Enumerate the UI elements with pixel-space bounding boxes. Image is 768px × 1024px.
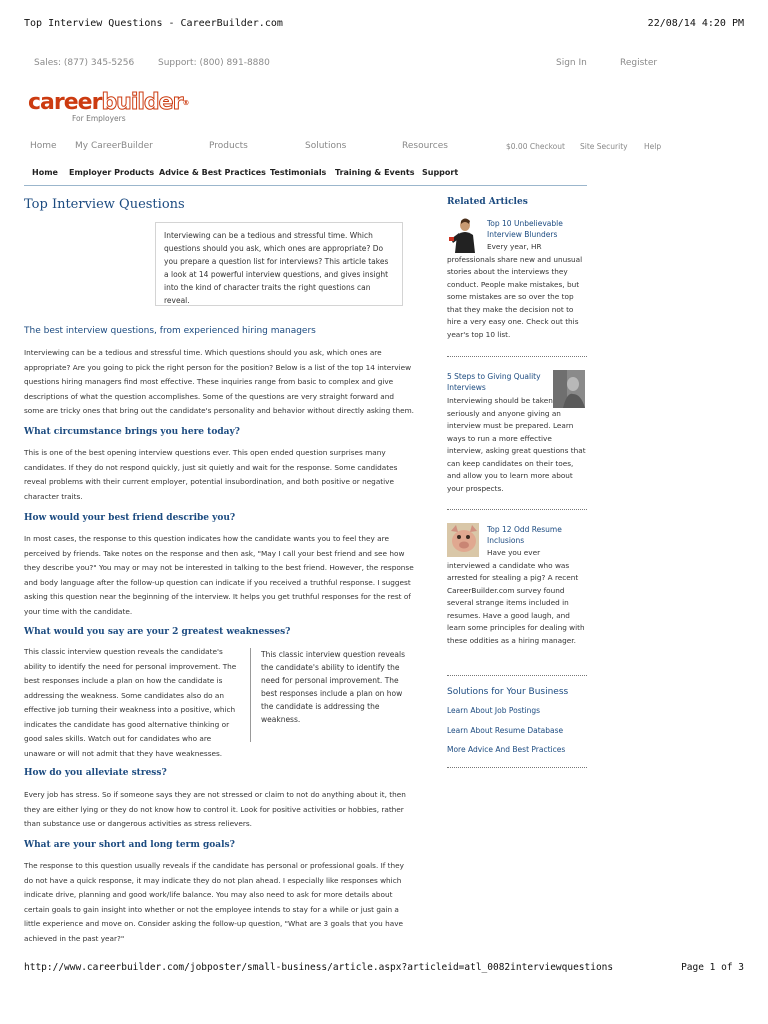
- print-footer: [24, 962, 744, 976]
- main-nav-help[interactable]: Help: [644, 142, 662, 151]
- sub-nav: [24, 160, 587, 186]
- main-nav-home[interactable]: Home: [30, 141, 57, 151]
- related-article-body: professionals share new and unusual stories about the interviews they conduct. People make mistakes, but some mistakes are so over the top that they make the decision not to hire a very easy one. Check out this year's top 10 list.: [447, 254, 583, 339]
- related-article-lead: Every year, HR: [487, 242, 542, 251]
- sidebar-divider: [447, 767, 587, 768]
- solutions-title: Solutions for Your Business: [447, 687, 569, 697]
- top-utility-bar: [34, 58, 728, 70]
- logo-builder-text: builder: [101, 90, 183, 115]
- sidebar-divider: [447, 509, 587, 510]
- related-article-title-link[interactable]: Top 10 Unbelievable Interview Blunders: [487, 219, 563, 239]
- sub-nav-training-events[interactable]: Training & Events: [335, 168, 415, 177]
- main-nav-my-careerbuilder[interactable]: My CareerBuilder: [75, 141, 153, 151]
- sub-nav-support[interactable]: Support: [422, 168, 459, 177]
- related-article-lead: Have you ever: [487, 548, 541, 557]
- sales-phone: Sales: (877) 345-5256: [34, 58, 135, 68]
- question-heading: What would you say are your 2 greatest weaknesses?: [24, 627, 291, 637]
- related-article-title-link[interactable]: Top 12 Odd Resume Inclusions: [487, 525, 562, 545]
- more-advice-link[interactable]: More Advice And Best Practices: [447, 745, 566, 754]
- main-nav: [30, 141, 670, 153]
- logo-tagline: For Employers: [72, 114, 126, 123]
- learn-job-postings-link[interactable]: Learn About Job Postings: [447, 706, 541, 715]
- answer-paragraph: In most cases, the response to this question indicates how the candidate wants you to feel they are perceived by friends. Take notes on the response and then ask, "May I call your best friend and see how they describe you?" You may or may not be interested in talking to the best friend. However, the response and body language after the follow-up question can indicate if you received a truthful response. I suggest asking this question near the beginning of the interview. It helps you get truthful responses for the rest of your time with the candidate.: [24, 534, 414, 616]
- answer-paragraph: Every job has stress. So if someone says they are not stressed or claim to not do anything about it, then they are either lying or they do not know how to control it. Look for positive activities or hobbies, rather than substance use or dangerous activities as stress relievers.: [24, 790, 406, 828]
- sign-in-link[interactable]: Sign In: [556, 58, 587, 68]
- pull-quote: This classic interview question reveals the candidate's ability to identify the need for personal improvement. The best responses include a plan on how the candidate is addressing the weakness.: [250, 648, 410, 742]
- related-articles-title: Related Articles: [447, 197, 528, 207]
- sub-nav-home[interactable]: Home: [32, 168, 58, 177]
- question-heading: How would your best friend describe you?: [24, 513, 236, 523]
- sub-nav-testimonials[interactable]: Testimonials: [270, 168, 327, 177]
- main-nav-resources[interactable]: Resources: [402, 141, 448, 151]
- related-article-summary: Interviewing should be taken seriously and anyone giving an interview must be prepared. Learn ways to run a more effective interview, asking great questions that can keep candidates on their toes, and allow you to learn more about your prospects.: [447, 396, 586, 493]
- main-nav-solutions[interactable]: Solutions: [305, 141, 347, 151]
- answer-paragraph: This is one of the best opening interview questions ever. This open ended question surprises many candidates. If they do not respond quickly, just sit quietly and wait for the response. Some candidates reveal problems with their current employer, potential insubordination, and both positive or negative character traits.: [24, 448, 398, 501]
- related-article-summary: [447, 547, 587, 647]
- logo-registered-mark: ®: [182, 99, 189, 107]
- support-phone: Support: (800) 891-8880: [158, 58, 270, 68]
- main-nav-checkout[interactable]: $0.00 Checkout: [506, 142, 565, 151]
- print-page-number: Page 1 of 3: [681, 962, 744, 973]
- article-intro: Interviewing can be a tedious and stressful time. Which questions should you ask, which ones are appropriate? Are you going to pick the right person for the position? Below is a list of the top 14 interview questions hiring managers find most effective. These inquiries range from basic to complex and give descriptions of what the question accomplishes. Some of the questions are very straight forward and some are tricky ones that bring out the candidate's personality and behavior without directly asking them.: [24, 348, 415, 415]
- article-summary-box: Interviewing can be a tedious and stressful time. Which questions should you ask, which ones are appropriate? Do you prepare a question list for interviews? This article takes a look at 14 powerful interview questions, and gives insight into the kind of character traits the right questions can reveal.: [155, 222, 403, 306]
- related-article-title-link[interactable]: 5 Steps to Giving Quality Interviews: [447, 372, 541, 392]
- answer-paragraph: This classic interview question reveals the candidate's ability to identify the need for personal improvement. The best responses include a plan on how the candidate is addressing the weakness. Some candidates also do an effective job turning their weakness into a positive, which indicates the candidate has good alternative thinking or good sales skills. Watch out for candidates who are unaware or will not admit that they have weaknesses.: [24, 647, 237, 758]
- question-heading: What are your short and long term goals?: [24, 840, 235, 850]
- print-datetime: 22/08/14 4:20 PM: [647, 18, 744, 29]
- main-nav-site-security[interactable]: Site Security: [580, 142, 628, 151]
- question-heading: How do you alleviate stress?: [24, 768, 167, 778]
- answer-paragraph: The response to this question usually reveals if the candidate has personal or professional goals. If they do not have a quick response, it may indicate they do not plan ahead. I especially like responses which indicate drive, planning and good work/life balance. You may also need to ask for more details about certain goals to gain insight into whether or not the employee intends to stay for a while or just gain a little experience and move on. Consider asking the follow-up question, "What are 3 goals that you have achieved in the past year?": [24, 861, 404, 943]
- careerbuilder-logo[interactable]: [28, 90, 189, 132]
- article-title: Top Interview Questions: [24, 197, 185, 212]
- register-link[interactable]: Register: [620, 58, 658, 68]
- sidebar-divider: [447, 356, 587, 357]
- question-heading: What circumstance brings you here today?: [24, 427, 240, 437]
- learn-resume-database-link[interactable]: Learn About Resume Database: [447, 726, 564, 735]
- article-subheading: The best interview questions, from experienced hiring managers: [24, 326, 316, 336]
- print-page-title: Top Interview Questions - CareerBuilder.com: [24, 18, 283, 29]
- print-url: http://www.careerbuilder.com/jobposter/small-business/article.aspx?articleid=atl_0082interviewquestions: [24, 962, 614, 973]
- main-nav-products[interactable]: Products: [209, 141, 248, 151]
- related-article-summary: [447, 241, 587, 341]
- sub-nav-employer-products[interactable]: Employer Products: [69, 168, 155, 177]
- related-article-body: interviewed a candidate who was arrested for stealing a pig? A recent CareerBuilder.com survey found several strange items included in resumes. Have a good laugh, and learn some principles for dealing with these oddities as a hiring manager.: [447, 560, 585, 645]
- print-header: [24, 18, 744, 32]
- sub-nav-advice[interactable]: Advice & Best Practices: [159, 168, 266, 177]
- logo-career-text: career: [28, 90, 102, 115]
- sidebar-divider: [447, 675, 587, 676]
